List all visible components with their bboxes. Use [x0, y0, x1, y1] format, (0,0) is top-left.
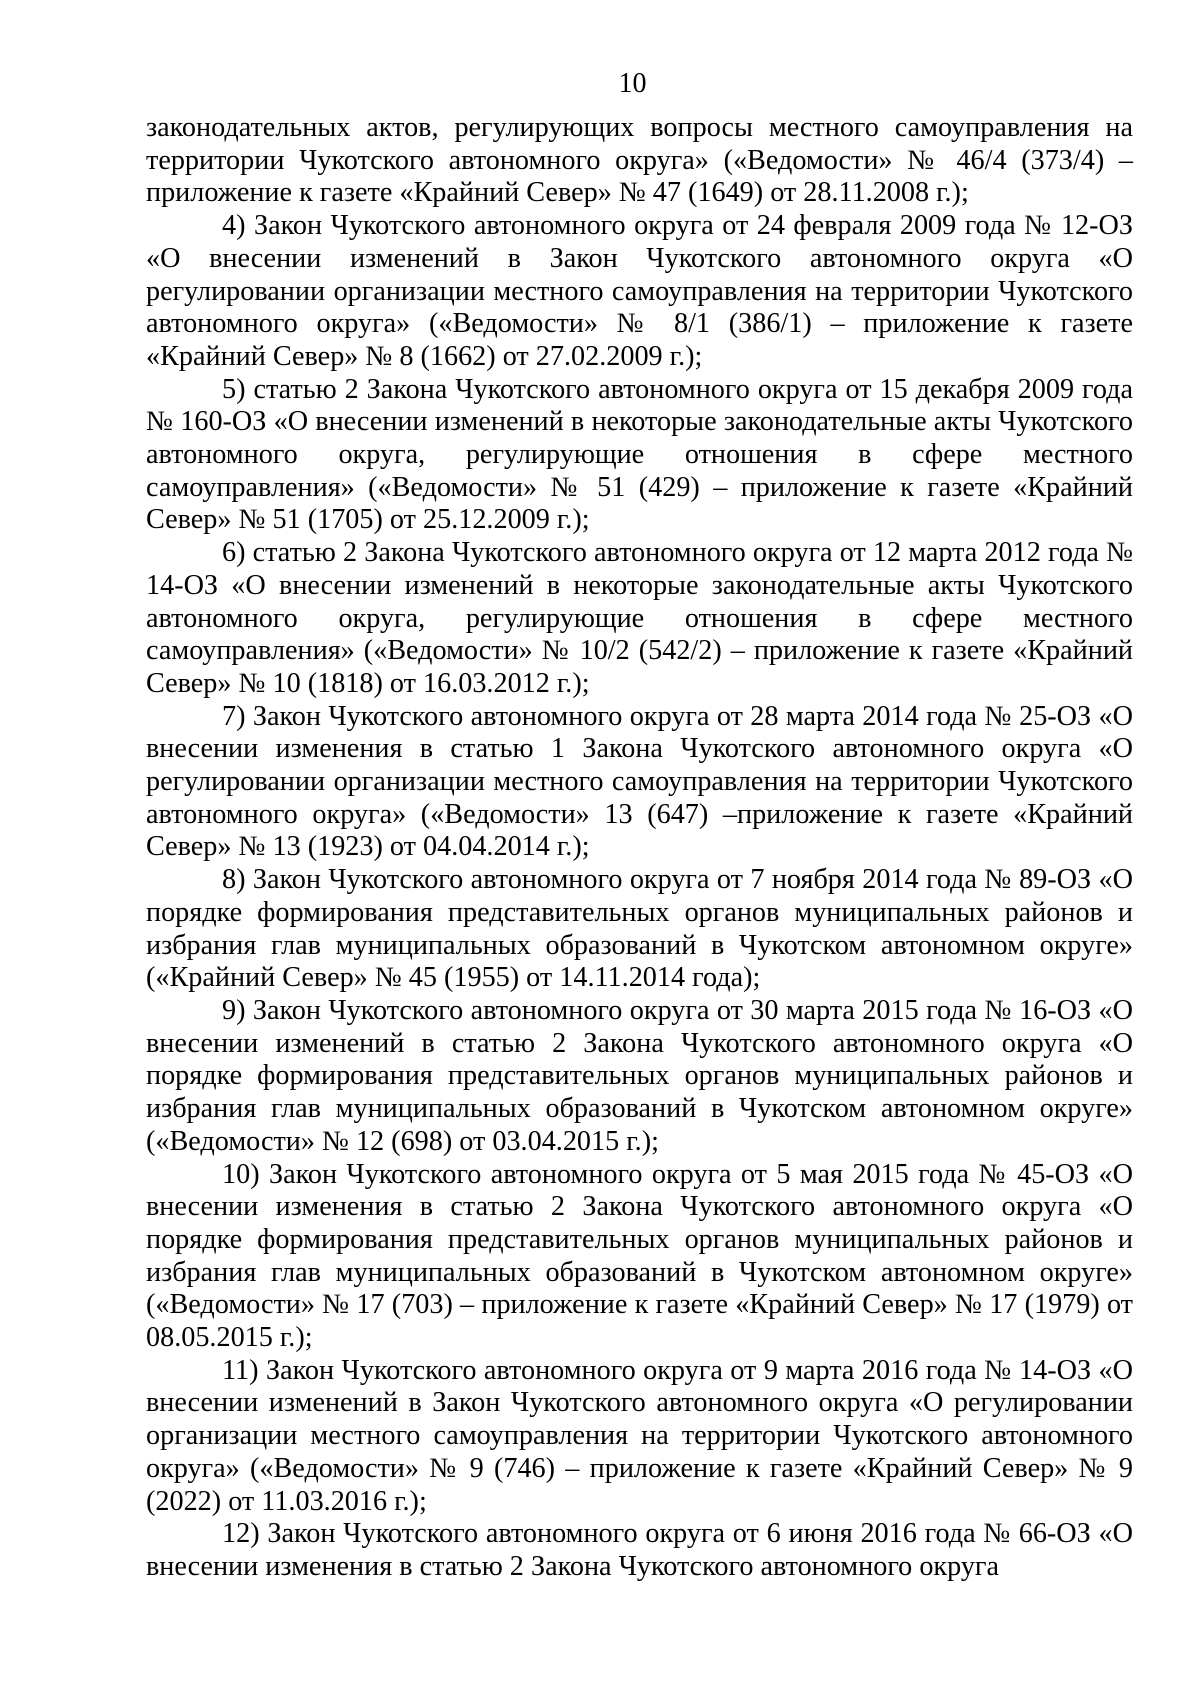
list-item-7: 7) Закон Чукотского автономного округа от 28 марта 2014 года № 25-ОЗ «О внесении изменения в статью 1 Закона Чукотского автономного округа «О регулировании организации местного самоуправления на территории Чукотского автономного округа» («Ведомости» 13 (647) –приложение к газете «Крайний Север» № 13 (1923) от 04.04.2014 г.);: [146, 700, 1133, 863]
document-body: [146, 112, 1133, 1584]
list-item-10: 10) Закон Чукотского автономного округа от 5 мая 2015 года № 45-ОЗ «О внесении изменения в статью 2 Закона Чукотского автономного округа «О порядке формирования представительных органов муниципальных районов и избрания глав муниципальных образований в Чукотском автономном округе» («Ведомости» № 17 (703) – приложение к газете «Крайний Север» № 17 (1979) от 08.05.2015 г.);: [146, 1158, 1133, 1354]
list-item-8: 8) Закон Чукотского автономного округа от 7 ноября 2014 года № 89-ОЗ «О порядке формирования представительных органов муниципальных районов и избрания глав муниципальных образований в Чукотском автономном округе» («Крайний Север» № 45 (1955) от 14.11.2014 года);: [146, 864, 1133, 994]
list-item-12: 12) Закон Чукотского автономного округа от 6 июня 2016 года № 66-ОЗ «О внесении изменения в статью 2 Закона Чукотского автономного округа: [146, 1518, 1133, 1582]
list-item-4: 4) Закон Чукотского автономного округа от 24 февраля 2009 года № 12-ОЗ «О внесении изменений в Закон Чукотского автономного округа «О регулировании организации местного самоуправления на территории Чукотского автономного округа» («Ведомости» № 8/1 (386/1) – приложение к газете «Крайний Север» № 8 (1662) от 27.02.2009 г.);: [146, 210, 1133, 372]
list-item-9: 9) Закон Чукотского автономного округа от 30 марта 2015 года № 16-ОЗ «О внесении изменений в статью 2 Закона Чукотского автономного округа «О порядке формирования представительных органов муниципальных районов и избрания глав муниципальных образований в Чукотском автономном округе» («Ведомости» № 12 (698) от 03.04.2015 г.);: [146, 994, 1133, 1157]
list-item-6: 6) статью 2 Закона Чукотского автономного округа от 12 марта 2012 года № 14-ОЗ «О внесении изменений в некоторые законодательные акты Чукотского автономного округа, регулирующие отношения в сфере местного самоуправления» («Ведомости» № 10/2 (542/2) – приложение к газете «Крайний Север» № 10 (1818) от 16.03.2012 г.);: [146, 537, 1133, 699]
page-number: 10: [618, 68, 647, 99]
list-item-5: 5) статью 2 Закона Чукотского автономного округа от 15 декабря 2009 года № 160-ОЗ «О внесении изменений в некоторые законодательные акты Чукотского автономного округа, регулирующие отношения в сфере местного самоуправления» («Ведомости» № 51 (429) – приложение к газете «Крайний Север» № 51 (1705) от 25.12.2009 г.);: [146, 373, 1133, 536]
paragraph-continuation: законодательных актов, регулирующих вопросы местного самоуправления на территории Чукотского автономного округа» («Ведомости» № 46/4 (373/4) – приложение к газете «Крайний Север» № 47 (1649) от 28.11.2008 г.);: [146, 112, 1133, 209]
list-item-11: 11) Закон Чукотского автономного округа от 9 марта 2016 года № 14-ОЗ «О внесении изменений в Закон Чукотского автономного округа «О регулировании организации местного самоуправления на территории Чукотского автономного округа» («Ведомости» № 9 (746) – приложение к газете «Крайний Север» № 9 (2022) от 11.03.2016 г.);: [146, 1354, 1133, 1517]
